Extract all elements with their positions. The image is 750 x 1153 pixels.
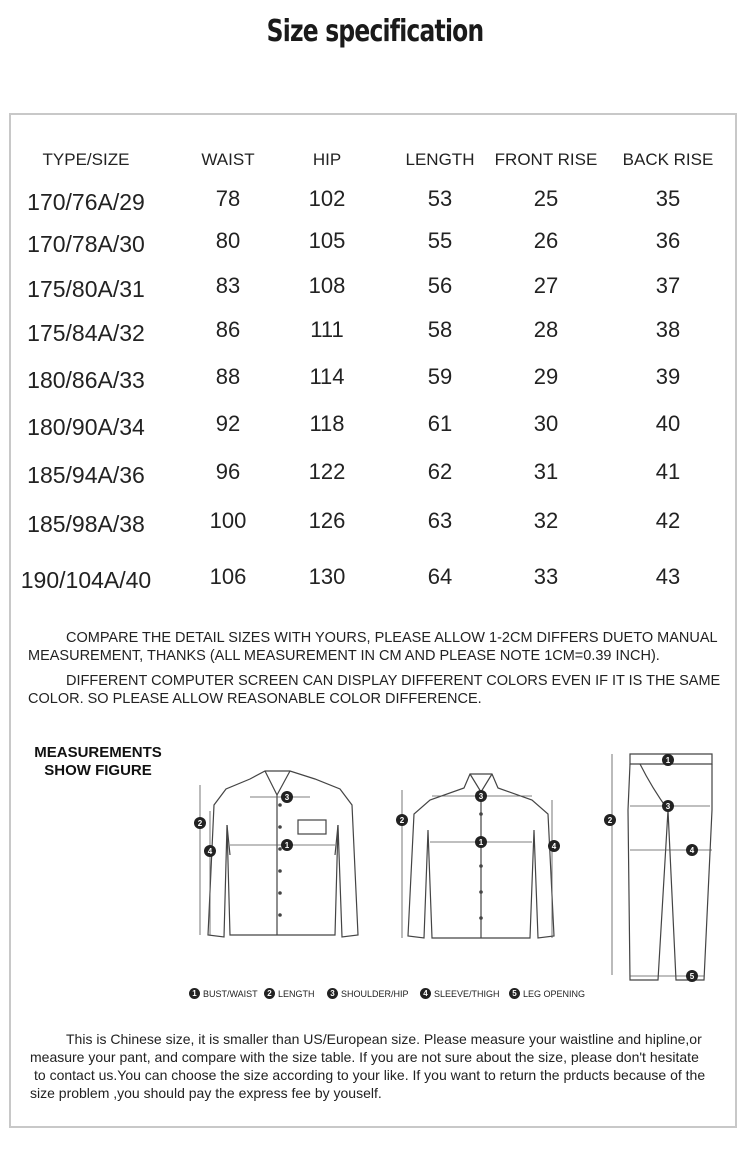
table-cell: 30: [533, 411, 559, 436]
legend-number-badge: 4: [420, 988, 431, 999]
table-cell: 27: [533, 273, 559, 298]
color-note-line2: COLOR. SO PLEASE ALLOW REASONABLE COLOR DIFFERENCE.: [28, 691, 482, 707]
table-cell: 26: [533, 228, 559, 253]
legend-label: BUST/WAIST: [203, 988, 258, 999]
table-cell: 126: [308, 508, 346, 533]
disclaimer-line2: measure your pant, and compare with the size table. If you are not sure about the size, please don't hesitate: [30, 1049, 699, 1065]
svg-text:3: 3: [665, 802, 671, 811]
page-title: Size specification: [266, 14, 484, 49]
table-cell: 63: [427, 508, 453, 533]
table-header: TYPE/SIZE: [42, 150, 130, 169]
shirt-figure: [190, 765, 370, 955]
table-cell: 36: [655, 228, 681, 253]
table-cell: 59: [427, 364, 453, 389]
table-cell: 38: [655, 317, 681, 342]
svg-text:4: 4: [207, 847, 213, 856]
table-cell: 41: [655, 459, 681, 484]
table-cell: 122: [308, 459, 346, 484]
table-row-size: 185/98A/38: [27, 511, 145, 537]
measurements-label-line1: MEASUREMENTS: [34, 744, 162, 761]
legend-label: SHOULDER/HIP: [341, 988, 409, 999]
table-cell: 106: [209, 564, 247, 589]
table-row-size: 175/80A/31: [27, 276, 145, 302]
disclaimer-line1: This is Chinese size, it is smaller than US/European size. Please measure your waistline and hipline,or: [66, 1031, 702, 1047]
table-cell: 108: [308, 273, 346, 298]
table-row-size: 190/104A/40: [20, 567, 152, 593]
measurements-label: [24, 744, 172, 780]
svg-text:2: 2: [399, 816, 405, 825]
size-disclaimer: [30, 1030, 734, 1102]
pants-figure: [600, 750, 720, 985]
table-cell: 61: [427, 411, 453, 436]
table-cell: 96: [215, 459, 241, 484]
table-cell: 43: [655, 564, 681, 589]
table-row-size: 180/90A/34: [27, 414, 145, 440]
jacket-figure: [392, 770, 572, 950]
table-cell: 32: [533, 508, 559, 533]
table-cell: 64: [427, 564, 453, 589]
table-cell: 58: [427, 317, 453, 342]
table-cell: 100: [209, 508, 247, 533]
legend-item: [264, 988, 315, 999]
compare-note-line2: MEASUREMENT, THANKS (ALL MEASUREMENT IN CM AND PLEASE NOTE 1CM=0.39 INCH).: [28, 648, 660, 664]
compare-note-line1: COMPARE THE DETAIL SIZES WITH YOURS, PLEASE ALLOW 1-2CM DIFFERS DUETO MANUAL: [66, 630, 718, 646]
legend-item: [327, 988, 409, 999]
table-cell: 86: [215, 317, 241, 342]
table-row-size: 185/94A/36: [27, 462, 145, 488]
table-header: BACK RISE: [622, 150, 714, 169]
svg-text:1: 1: [478, 838, 484, 847]
legend-label: LEG OPENING: [523, 988, 586, 999]
legend-number-badge: 2: [264, 988, 275, 999]
table-cell: 105: [308, 228, 346, 253]
legend-label: SLEEVE/THIGH: [434, 988, 500, 999]
table-cell: 114: [309, 364, 345, 389]
legend-number-badge: 3: [327, 988, 338, 999]
table-cell: 83: [215, 273, 241, 298]
table-cell: 111: [310, 317, 344, 342]
table-cell: 78: [215, 186, 241, 211]
table-header: LENGTH: [405, 150, 475, 169]
svg-text:1: 1: [284, 841, 290, 850]
table-cell: 28: [533, 317, 559, 342]
legend-label: LENGTH: [278, 988, 315, 999]
legend-number-badge: 1: [189, 988, 200, 999]
table-cell: 92: [215, 411, 241, 436]
table-row-size: 180/86A/33: [27, 367, 145, 393]
table-cell: 25: [533, 186, 559, 211]
table-row-size: 170/76A/29: [27, 189, 145, 215]
table-cell: 35: [655, 186, 681, 211]
table-header: WAIST: [201, 150, 255, 169]
table-cell: 80: [215, 228, 241, 253]
disclaimer-line3: to contact us.You can choose the size according to your like. If you want to return the prducts because of the: [34, 1067, 706, 1083]
svg-text:2: 2: [197, 819, 203, 828]
table-header: HIP: [312, 150, 342, 169]
legend-item: [420, 988, 500, 999]
disclaimer-line4: size problem ,you should pay the express fee by youself.: [30, 1085, 382, 1101]
table-cell: 130: [308, 564, 346, 589]
table-cell: 53: [427, 186, 453, 211]
svg-text:3: 3: [284, 793, 290, 802]
table-cell: 37: [655, 273, 681, 298]
table-cell: 118: [309, 411, 345, 436]
table-cell: 39: [655, 364, 681, 389]
table-cell: 55: [427, 228, 453, 253]
svg-text:4: 4: [689, 846, 695, 855]
table-cell: 62: [427, 459, 453, 484]
table-cell: 56: [427, 273, 453, 298]
legend-number-badge: 5: [509, 988, 520, 999]
legend-item: [189, 988, 258, 999]
svg-text:4: 4: [551, 842, 557, 851]
table-cell: 29: [533, 364, 559, 389]
svg-text:1: 1: [665, 756, 671, 765]
measurements-label-line2: SHOW FIGURE: [44, 762, 152, 779]
color-note-line1: DIFFERENT COMPUTER SCREEN CAN DISPLAY DIFFERENT COLORS EVEN IF IT IS THE SAME: [66, 673, 721, 689]
svg-text:3: 3: [478, 792, 484, 801]
table-cell: 40: [655, 411, 681, 436]
table-cell: 31: [533, 459, 559, 484]
table-cell: 33: [533, 564, 559, 589]
legend-item: [509, 988, 585, 999]
table-row-size: 175/84A/32: [27, 320, 145, 346]
table-cell: 88: [215, 364, 241, 389]
table-row-size: 170/78A/30: [27, 231, 145, 257]
svg-text:5: 5: [689, 972, 695, 981]
table-cell: 42: [655, 508, 681, 533]
table-cell: 102: [308, 186, 346, 211]
table-header: FRONT RISE: [494, 150, 598, 169]
svg-text:2: 2: [607, 816, 613, 825]
